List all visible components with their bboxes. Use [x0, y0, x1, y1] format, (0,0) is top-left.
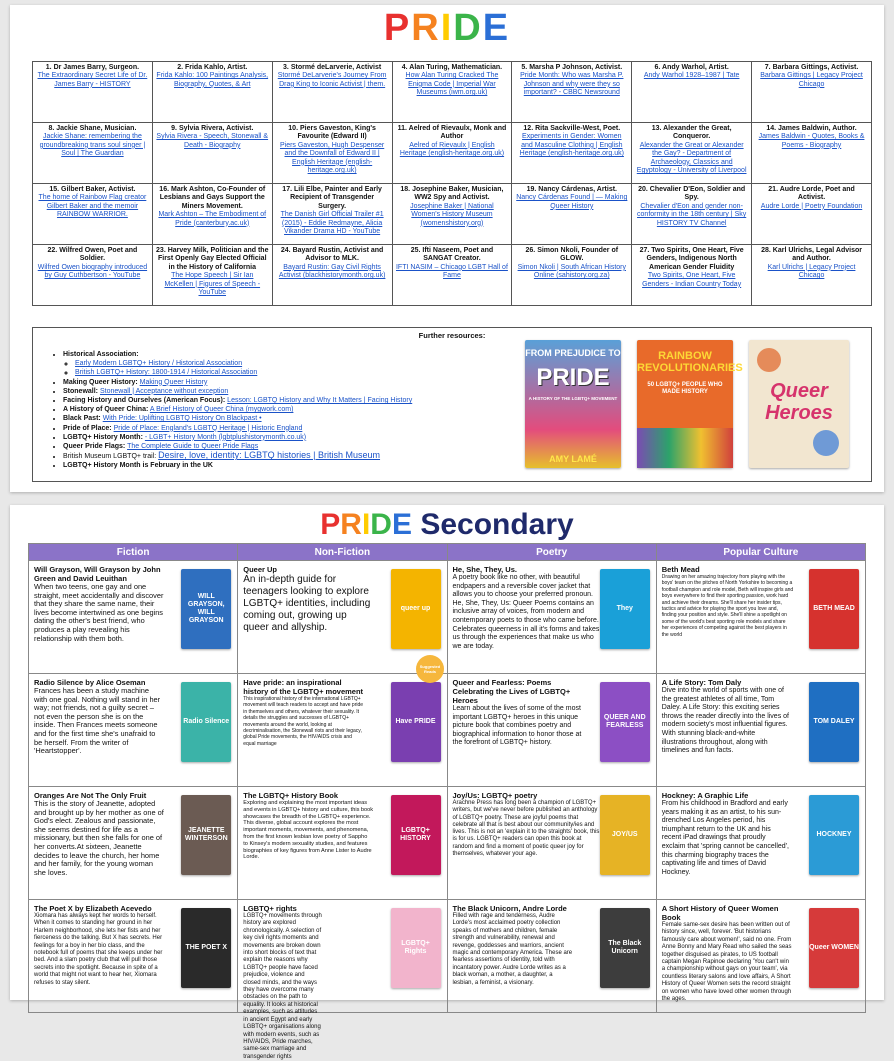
book-cover[interactable]: Queer WOMEN — [809, 908, 859, 988]
figure-title — [276, 247, 389, 264]
resource-link[interactable]: Lesson: LGBTQ History and Why It Matters | Facing History — [227, 397, 413, 405]
figure-cell — [33, 184, 153, 245]
resource-list — [51, 350, 533, 471]
figure-number: 10. — [288, 125, 299, 132]
book-cell — [656, 900, 865, 1013]
book-title: LGBTQ+ rights — [243, 904, 297, 913]
column-header: Non-Fiction — [238, 544, 447, 561]
grid-row — [33, 184, 872, 245]
cover-text: A HISTORY OF THE LGBTQ+ MOVEMENT — [528, 396, 618, 401]
figure-title — [36, 247, 149, 264]
book-title: The LGBTQ+ History Book — [243, 791, 339, 800]
resource-link[interactable]: British LGBTQ+ History: 1800-1914 / Historical Association — [75, 369, 258, 377]
figure-cell — [752, 62, 872, 123]
book-title: The Black Unicorn, Andre Lorde — [452, 904, 567, 913]
figure-cell — [752, 123, 872, 184]
figure-title — [36, 64, 149, 72]
resource-link[interactable]: Stonewall | Acceptance without exception — [99, 387, 229, 395]
resource-item — [63, 405, 533, 414]
title-letter: I — [440, 7, 454, 49]
figure-title — [515, 186, 628, 194]
cover-text: PRIDE — [536, 364, 610, 391]
resource-label: A History of Queer China: — [63, 406, 149, 414]
reading-list-table — [28, 543, 866, 1060]
figure-link[interactable]: The Danish Girl Official Trailer #1 (2015) - Eddie Redmayne, Alicia Vikander Drama HD - YouTube — [280, 211, 384, 236]
figure-title — [156, 64, 269, 72]
figure-cell — [392, 184, 512, 245]
figure-name: Rita Sackville-West, Poet. — [535, 125, 621, 132]
book-title: Hockney: A Graphic Life — [661, 791, 749, 800]
figure-link[interactable]: Alexander the Great or Alexander the Gay? - Department of Archaeology, Classics and Egyptology - University of Liverpool — [636, 141, 747, 175]
book-description: Xiomara has always kept her words to herself. When it comes to standing her ground in her Harlem neighborhood, she lets her fists and her fierceness do the talking. But X has secrets. Her feelings for a boy in her bio class, and the notebook full of poems that she keeps under her bed. And a slam poetry club that will pull those secrets into the spotlight. Because in spite of a world that might not want to hear her, Xiomara refuses to stay silent. — [34, 913, 163, 986]
column-header: Poetry — [447, 544, 656, 561]
figure-name: Josephine Baker, Musician, WW2 Spy and Activist. — [412, 186, 504, 202]
book-cover[interactable]: queer up — [391, 569, 441, 649]
resource-label: Stonewall: — [63, 387, 99, 395]
cover-text: PREJUDICE — [554, 348, 606, 358]
book-description: Exploring and explaining the most important ideas and events in LGBTQ+ history and culture, this book showcases the breadth of the LGBTQ+ experience. This diverse, global account explores the most important moments, movements, and phenomena, from the first known lesbian love poetry of Sappho to Kinsey's modern sexuality studies, and features biographies of key figures from Anne Lister to Audre Lorde. — [243, 800, 374, 861]
figure-title — [635, 125, 748, 142]
figures-grid — [32, 61, 872, 306]
figure-name: Chevalier D'Eon, Soldier and Spy. — [649, 186, 746, 202]
book-cover[interactable]: They — [600, 569, 650, 649]
cover-text: TO — [608, 348, 621, 358]
figure-title — [755, 247, 868, 264]
figure-cell — [33, 62, 153, 123]
figure-number: 12. — [523, 125, 534, 132]
book-cover[interactable]: THE POET X — [181, 908, 231, 988]
book-title: Radio Silence by Alice Oseman — [34, 678, 146, 687]
figure-link[interactable]: Sylvia Rivera - Speech, Stonewall & Death - Biography — [156, 133, 269, 149]
figure-title — [755, 186, 868, 203]
book-cell — [29, 900, 238, 1013]
figure-title — [515, 247, 628, 264]
figure-cell — [752, 184, 872, 245]
book-cell — [656, 787, 865, 900]
book-cover-queer-heroes[interactable] — [749, 340, 849, 468]
figure-cell — [272, 184, 392, 245]
figure-name: Audre Lorde, Poet and Activist. — [779, 186, 855, 202]
figure-name: Andy Warhol, Artist. — [662, 64, 729, 71]
resource-item — [63, 378, 533, 387]
book-description: Dive into the world of sports with one of the greatest athletes of all time, Tom Daley. A Life Story: this exciting series throws the reader directly into the lives of modern society's most influential figures. With stunning black-and-white illustrations throughout, along with timelines and fun facts. — [661, 687, 789, 755]
figure-link[interactable]: Jackie Shane: remembering the groundbreaking trans soul singer | Soul | The Guardian — [39, 133, 146, 158]
title-letter: D — [453, 7, 483, 49]
book-cell — [29, 787, 238, 900]
book-title: Joy/Us: LGBTQ+ poetry — [452, 791, 538, 800]
book-cell — [656, 674, 865, 787]
book-cover[interactable]: LGBTQ+ Rights — [391, 908, 441, 988]
further-resources — [32, 327, 872, 482]
figure-link[interactable]: Experiments in Gender: Women and Masculine Clothing | English Heritage (english-heritage.org.uk) — [519, 133, 624, 158]
book-cover[interactable]: TOM DALEY — [809, 682, 859, 762]
book-description: From his childhood in Bradford and early years making it as an artist, to his sun-drenched Los Angeles period, his triumphant return to the UK and his recent iPad drawings that proudly exclaim that 'spring cannot be cancelled', this charming biography traces the captivating life and times of David Hockney. — [661, 800, 789, 876]
book-description: This inspirational history of the international LGBTQ+ movement will teach readers to accept and have pride in themselves and others, whatever their sexuality. It details the struggles and successes of LGBTQ+ movements around the world, looking at decriminalisation, the Stonewall riots and their legacy, global Pride movements, the HIV/AIDS crisis and equal marriage — [243, 696, 364, 747]
book-cover[interactable]: BETH MEAD — [809, 569, 859, 649]
figure-name: Two Spirits, One Heart, Five Genders, Indigenous North American Gender Fluidity — [646, 247, 744, 271]
figure-title — [755, 125, 868, 133]
figure-link[interactable]: Stormé DeLarverie's Journey From Drag King to Iconic Activist | them. — [277, 72, 387, 88]
column-header: Popular Culture — [656, 544, 865, 561]
resource-label: Making Queer History: — [63, 378, 138, 386]
figure-link[interactable]: How Alan Turing Cracked The Enigma Code | Imperial War Museums (iwm.org.uk) — [405, 72, 499, 97]
figure-name: Sylvia Rivera, Activist. — [178, 125, 254, 132]
title-letter: D — [370, 508, 392, 541]
resource-label: British Museum LGBTQ+ trail: — [63, 453, 157, 461]
figure-title — [755, 64, 868, 72]
book-description: Frances has been a study machine with one goal. Nothing will stand in her way; not friends, not a guilty secret – not even the person she is on the inside. Then Frances meets someone and for the first time she's unafraid to be herself. From the writer of 'Heartstopper'. — [34, 686, 161, 756]
figure-link[interactable]: Frida Kahlo: 100 Paintings Analysis, Biography, Quotes, & Art — [156, 72, 269, 88]
figure-link[interactable]: Bayard Rustin: Gay Civil Rights Activist (blackhistorymonth.org.uk) — [278, 263, 386, 280]
suggested-reads-badge: Suggested Reads — [416, 655, 444, 683]
figure-cell — [152, 123, 272, 184]
figure-link[interactable]: Simon Nkoli | South African History Online (sahistory.org.za) — [517, 263, 626, 280]
book-description: Learn about the lives of some of the most important LGBTQ+ heroes in this unique picture book that combines poetry and biographical information to honor those at the forefront of LGBTQ+ history. — [452, 705, 582, 747]
pride-secondary-page — [10, 505, 884, 1060]
figure-title — [156, 125, 269, 133]
figure-link[interactable]: Pride Month: Who was Marsha P. Johnson and why were they so important? - CBBC Newsround — [520, 72, 624, 97]
resource-item — [63, 387, 533, 396]
figure-title — [515, 64, 628, 72]
book-title: Have pride: an inspirational history of the LGBTQ+ movement — [243, 678, 364, 696]
figure-number: 9. — [171, 125, 177, 132]
figure-link[interactable]: Aelred of Rievaulx | English Heritage (english-heritage.org.uk) — [399, 141, 505, 158]
resource-link[interactable]: The Complete Guide to Queer Pride Flags — [127, 443, 259, 451]
figure-title — [156, 247, 269, 272]
column-header: Fiction — [29, 544, 238, 561]
figure-name: Jackie Shane, Musician. — [56, 125, 137, 132]
figure-title — [156, 186, 269, 211]
title-letter: E — [391, 508, 412, 541]
book-title: Queer Up — [243, 565, 278, 574]
title-suffix: Secondary — [420, 508, 574, 541]
book-cover[interactable]: WILL GRAYSON, WILL GRAYSON — [181, 569, 231, 649]
book-cell — [238, 787, 447, 900]
figure-link[interactable]: The Extraordinary Secret Life of Dr. James Barry - HISTORY — [37, 72, 148, 88]
book-cover-rainbow-revolutionaries[interactable] — [637, 340, 743, 468]
cover-text: Queer Heroes — [765, 380, 833, 424]
book-cover[interactable]: JOY/US — [600, 795, 650, 875]
figure-name: Stormé deLarverie, Activist — [290, 64, 382, 71]
book-cover[interactable]: The Black Unicorn — [600, 908, 650, 988]
resource-item — [63, 396, 533, 405]
grid-row — [33, 62, 872, 123]
book-cover[interactable]: JEANETTE WINTERSON — [181, 795, 231, 875]
reading-row — [29, 674, 866, 787]
book-cell — [238, 674, 447, 787]
figure-name: Frida Kahlo, Artist. — [184, 64, 248, 71]
book-cell — [447, 674, 656, 787]
figure-name: Nancy Cárdenas, Artist. — [538, 186, 617, 193]
figure-title — [396, 247, 509, 264]
figure-number: 28. — [761, 247, 771, 254]
reading-row — [29, 900, 866, 1013]
grid-row — [33, 245, 872, 306]
resource-link[interactable]: A Brief History of Queer China (mygwork.com) — [149, 406, 294, 414]
figure-cell — [33, 123, 153, 184]
book-cell — [29, 561, 238, 674]
page-title — [10, 7, 884, 50]
book-cell — [447, 561, 656, 674]
figure-name: Ifti Naseem, Poet and SANGAT Creator. — [422, 247, 494, 263]
resource-label: Black Past: — [63, 415, 101, 423]
figure-title — [276, 64, 389, 72]
figure-link[interactable]: Barbara Gittings | Legacy Project Chicago — [760, 72, 863, 88]
figure-title — [635, 247, 748, 272]
figure-number: 22. — [47, 247, 58, 254]
book-cell — [447, 900, 656, 1013]
title-letter: E — [482, 7, 511, 49]
title-letter: I — [361, 508, 371, 541]
resource-item — [63, 433, 533, 442]
title-letter: R — [411, 7, 441, 49]
cover-text: RAINBOW REVOLUTIONARIES — [637, 350, 743, 374]
figure-number: 7. — [764, 64, 771, 71]
book-description: A poetry book like no other, with beautiful endpapers and a reversible cover jacket that allows you to choose your preferred pronoun. He, She, They, Us: Queer Poems contains an inclusive array of voices, from modern and contemporary poets to those who came before. Celebrates queerness in all it's forms and takes us through the experiences that make us who we are today. — [452, 574, 600, 650]
figure-number: 5. — [521, 64, 528, 71]
figure-title — [396, 186, 509, 203]
figure-name: Lili Elbe, Painter and Early Recipient of Transgender Surgery. — [290, 186, 382, 210]
book-description: This is the story of Jeanette, adopted and brought up by her mother as one of God's elect. Zealous and passionate, she seems destined for life as a missionary, but then she falls for one of her converts.At sixteen, Jeanette decides to leave the church, her home and her family, for the young woman she loves. — [34, 799, 164, 877]
book-description: Drawing on her amazing trajectory from playing with the boys' team on the pitches of North Yorkshire to becoming a football champion and role model, Beth will inspire girls and boys everywhere to find their sporting passion, work hard and achieve their dreams. She'll share her insider tips, tactics and advice for playing the sport you love and, finding your position and style. She'll shine a spotlight on some of the world's best sporting role models and share her experiences of competing against the best players in the world — [661, 574, 794, 638]
figure-link[interactable]: Chevalier d'Eon and gender non-conformity in the 18th century | Sky HISTORY TV Channel — [637, 202, 747, 227]
resource-link[interactable]: Making Queer History — [139, 378, 208, 386]
cover-text: 50 LGBTQ+ PEOPLE WHO MADE HISTORY — [647, 382, 723, 395]
resource-item — [75, 368, 533, 377]
book-cover-from-prejudice-to-pride[interactable] — [525, 340, 621, 468]
figure-name: Mark Ashton, Co-Founder of Lesbians and Gays Support the Miners Movement. — [159, 186, 266, 210]
figure-cell — [272, 245, 392, 306]
figure-cell — [152, 62, 272, 123]
book-title: He, She, They, Us. — [452, 565, 517, 574]
book-cell — [238, 561, 447, 674]
resource-item — [75, 359, 533, 368]
figure-name: Dr James Barry, Surgeon. — [53, 64, 140, 71]
figure-number: 3. — [283, 64, 289, 71]
figure-cell — [512, 184, 632, 245]
figure-number: 13. — [651, 125, 662, 132]
figure-cell — [632, 245, 752, 306]
book-cell — [29, 674, 238, 787]
figure-number: 19. — [526, 186, 537, 193]
resource-label: Historical Association: — [63, 351, 139, 358]
figure-number: 20. — [638, 186, 648, 193]
figure-cell — [512, 62, 632, 123]
figure-cell — [632, 62, 752, 123]
book-description: Female same-sex desire has been written out of history since, well, forever. 'But historians famously care about women!', said no one. From Anne Bonny and Mary Read who sailed the seas together disguised as pirates, to US football captain Megan Rapinoe declaring 'You can't win a championship without gays on your team', via countless literary salons and love affairs, A Short History of Queer Women sets the record straight on women who have loved other women through the ages. — [661, 922, 792, 1003]
figure-number: 21. — [768, 186, 779, 193]
book-cover[interactable]: LGBTQ+ HISTORY — [391, 795, 441, 875]
resource-item — [63, 350, 533, 359]
resource-item — [63, 461, 533, 470]
figure-name: Harvey Milk, Politician and the First Openly Gay Elected Official in the History of California — [157, 247, 269, 271]
figure-link[interactable]: James Baldwin - Quotes, Books & Poems - Biography — [758, 133, 865, 149]
figure-number: 18. — [400, 186, 411, 193]
figure-cell — [752, 245, 872, 306]
figure-cell — [632, 123, 752, 184]
figure-cell — [512, 245, 632, 306]
resource-link[interactable]: - LGBT+ History Month (lgbtplushistorymonth.co.uk) — [144, 433, 307, 441]
figure-link[interactable]: Audre Lorde | Poetry Foundation — [760, 202, 863, 210]
resource-label: Facing History and Ourselves (American Focus): — [63, 397, 226, 405]
figure-link[interactable]: Andy Warhol 1928–1987 | Tate — [643, 72, 740, 80]
figure-number: 4. — [401, 64, 408, 71]
figure-cell — [392, 245, 512, 306]
resource-label: LGBTQ+ History Month: — [63, 433, 143, 441]
figure-number: 25. — [410, 247, 421, 254]
figure-name: Marsha P Johnson, Activist. — [529, 64, 623, 71]
figure-number: 2. — [177, 64, 184, 71]
figure-link[interactable]: Karl Ulrichs | Legacy Project Chicago — [767, 263, 856, 280]
title-letter: P — [320, 508, 341, 541]
figure-title — [396, 64, 509, 72]
book-cell — [656, 561, 865, 674]
figure-number: 26. — [525, 247, 536, 254]
book-description: Filled with rage and tenderness, Audre Lorde's most acclaimed poetry collection speaks of mothers and children, female strength and vulnerability, renewal and revenge, goddesses and warriors, ancient magic and contemporary America. These are fearless assertions of identity, told with incantatory power. Audre Lorde writes as a black woman, a mother, a daughter, a lesbian, a feminist, a visionary. — [452, 913, 573, 986]
grid-row — [33, 123, 872, 184]
figure-number: 16. — [159, 186, 170, 193]
book-title: Queer and Fearless: Poems Celebrating the Lives of LGBTQ+ Heroes — [452, 678, 571, 705]
page-title — [10, 508, 884, 542]
figure-number: 14. — [766, 125, 777, 132]
resource-link[interactable]: Early Modern LGBTQ+ History / Historical Association — [75, 360, 243, 368]
resource-item — [63, 451, 533, 461]
figure-title — [635, 64, 748, 72]
figure-title — [396, 125, 509, 142]
figure-name: James Baldwin, Author. — [778, 125, 857, 132]
figure-link[interactable]: IFTI NASIM – Chicago LGBT Hall of Fame — [395, 263, 508, 280]
figure-number: 11. — [397, 125, 407, 132]
book-title: A Short History of Queer Women Book — [661, 904, 779, 922]
figure-number: 23. — [156, 247, 166, 254]
resource-link[interactable]: Desire, love, identity: LGBTQ histories | British Museum — [158, 450, 381, 461]
figure-cell — [392, 123, 512, 184]
figure-name: Simon Nkoli, Founder of GLOW. — [537, 247, 619, 263]
figure-name: Alan Turing, Mathematician. — [409, 64, 503, 71]
resource-link[interactable]: Pride of Place: England's LGBTQ Heritage | Historic England — [113, 424, 303, 432]
cover-text: AMY LAMÉ — [549, 454, 597, 464]
history-month-note: LGBTQ+ History Month is February in the UK — [63, 462, 213, 470]
book-description: When two teens, one gay and one straight, meet accidentally and discover that they share the same name, their lives become intertwined as one begins dating the other's best friend, who produces a play revealing his relationship with them both. — [34, 582, 164, 643]
figure-name: Gilbert Baker, Activist. — [61, 186, 136, 193]
figure-name: Piers Gaveston, King's Favourite (Edward II) — [297, 125, 376, 141]
figure-number: 24. — [280, 247, 291, 254]
figure-name: Barbara Gittings, Activist. — [772, 64, 859, 71]
figure-number: 17. — [282, 186, 293, 193]
figure-link[interactable]: The home of Rainbow Flag creator Gilbert Baker and the memoir RAINBOW WARRIOR. — [38, 194, 147, 219]
figure-cell — [392, 62, 512, 123]
book-title: Oranges Are Not The Only Fruit — [34, 791, 147, 800]
figure-name: Aelred of Rievaulx, Monk and Author — [408, 125, 507, 141]
book-cell — [238, 900, 447, 1060]
figure-name: Bayard Rustin, Activist and Advisor to MLK. — [292, 247, 384, 263]
figure-cell — [152, 184, 272, 245]
figure-title — [36, 186, 149, 194]
figure-number: 1. — [45, 64, 52, 71]
reading-row — [29, 561, 866, 674]
figure-name: Wilfred Owen, Poet and Soldier. — [59, 247, 138, 263]
reading-row — [29, 787, 866, 900]
figure-cell — [272, 123, 392, 184]
figure-link[interactable]: Josephine Baker | National Women's History Museum (womenshistory.org) — [410, 202, 494, 227]
book-title: The Poet X by Elizabeth Acevedo — [34, 904, 152, 913]
figure-title — [276, 186, 389, 211]
pride-page — [10, 5, 884, 492]
further-resources-title: Further resources: — [418, 331, 486, 340]
book-title: Will Grayson, Will Grayson by John Green and David Leuithan — [34, 565, 161, 583]
book-title: A Life Story: Tom Daly — [661, 678, 742, 687]
figure-link[interactable]: Two Spirits, One Heart, Five Genders - Indian Country Today — [642, 272, 742, 288]
figure-link[interactable]: Nancy Cárdenas Found | — Making Queer History — [516, 194, 628, 210]
figure-cell — [272, 62, 392, 123]
resource-link[interactable]: With Pride: Uplifting LGBTQ History On Blackpast • — [102, 415, 262, 423]
title-letter: P — [383, 7, 412, 49]
figure-title — [635, 186, 748, 203]
figure-name: Alexander the Great, Conqueror. — [663, 125, 732, 141]
title-letter: R — [340, 508, 362, 541]
figure-number: 15. — [49, 186, 60, 193]
figure-cell — [33, 245, 153, 306]
book-cover[interactable]: HOCKNEY — [809, 795, 859, 875]
book-description: LGBTQ+ movements through history are explored chronologically. A selection of key civil rights moments and movements are broken down into short blocks of text that explain the reasons why LGBTQ+ people have faced prejudice, violence and closed minds, and the ways they have overcome many obstacles on the path to equality. It looks at historical examples, such as attitudes in ancient Egypt and early LGBTQ+ organisations along with modern events, such as HIV/AIDS, Pride marches, same-sex marriage and transgender rights — [243, 913, 322, 1060]
cover-text: FROM — [525, 348, 552, 358]
book-description: Arachne Press has long been a champion of LGBTQ+ writers, but we've never before published an anthology of LGBTQ+ poetry. These are joyful poems that celebrate all that is best about our community/ies and lives. This is not an 'explain it to the straights' book, this is for us. LGBTQ+ readers can open this book at random and find a moment of poetic queer joy for themselves, whatever your age. — [452, 800, 600, 858]
resource-item — [63, 414, 533, 423]
book-cover[interactable]: Radio Silence — [181, 682, 231, 762]
figure-link[interactable]: The Hope Speech | Sir Ian McKellen | Figures of Speech - YouTube — [164, 272, 261, 297]
figure-title — [515, 125, 628, 133]
figure-number: 8. — [48, 125, 55, 132]
figure-link[interactable]: Wilfred Owen biography introduced by Guy Cuthbertson - YouTube — [37, 263, 148, 280]
figure-cell — [512, 123, 632, 184]
figure-link[interactable]: Piers Gaveston, Hugh Despenser and the Downfall of Edward II | English Heritage (english-heritage.org.uk) — [279, 141, 385, 175]
resource-label: Pride of Place: — [63, 424, 112, 432]
book-cell — [447, 787, 656, 900]
figure-cell — [632, 184, 752, 245]
figure-cell — [152, 245, 272, 306]
resource-label: Queer Pride Flags: — [63, 443, 126, 451]
figure-title — [36, 125, 149, 133]
book-description: An in-depth guide for teenagers looking to explore LGBTQ+ identities, including coming out, growing up queer and allyship. — [243, 574, 371, 633]
figure-number: 6. — [654, 64, 661, 71]
figure-title — [276, 125, 389, 142]
resource-item — [63, 424, 533, 433]
book-cover[interactable]: QUEER AND FEARLESS — [600, 682, 650, 762]
figure-number: 27. — [639, 247, 650, 254]
book-cover[interactable]: Have PRIDE — [391, 682, 441, 762]
book-title: Beth Mead — [661, 565, 700, 574]
figure-name: Karl Ulrichs, Legal Advisor and Author. — [772, 247, 862, 263]
figure-link[interactable]: Mark Ashton – The Embodiment of Pride (canterbury.ac.uk) — [158, 211, 267, 227]
